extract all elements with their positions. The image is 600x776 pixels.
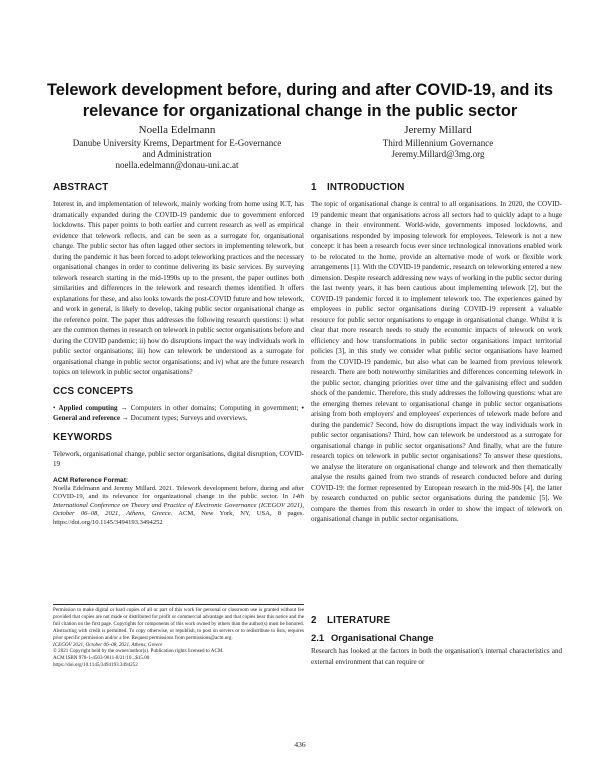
ccs-item2-rest: → Document types; Surveys and overviews.	[120, 414, 248, 422]
ccs-text	[53, 403, 304, 424]
permission-copyright: © 2021 Copyright held by the owner/author(s). Publication rights licensed to ACM.	[53, 648, 224, 655]
permission-text: Permission to make digital or hard copies of all or part of this work for personal or classroom use is granted without fee provided that copies are not made or distributed for profit or commercial advantage and that copies bear this notice and the full citation on the first page. Copyrights for components of this work owned by others than the author(s) must be honored. Abstracting with credit is permitted. To copy otherwise, or republish, to post on servers or to redistribute to lists, requires prior specific permission and/or a fee. Request permissions from permissions@acm.org.	[53, 607, 304, 641]
introduction-heading	[311, 182, 562, 194]
section-title: LITERATURE	[327, 615, 391, 626]
subsection-number: 2.1	[311, 632, 325, 643]
author-affiliation: Third Millennium Governance	[382, 138, 494, 148]
ccs-item1-bold: Applied computing	[58, 403, 118, 412]
literature-body	[311, 646, 562, 667]
ccs-heading: CCS CONCEPTS	[53, 385, 134, 397]
acm-reference-end: ACM, New York, NY, USA, 8 pages. https://doi.org/10.1145/3494193.3494252	[53, 510, 304, 526]
subsection-title: Organisational Change	[331, 632, 434, 643]
author-name: Noella Edelmann	[138, 124, 216, 136]
author-email[interactable]: noella.edelmann@donau-uni.ac.at	[115, 160, 239, 171]
acm-reference-heading: ACM Reference Format:	[53, 476, 129, 484]
section-number: 1	[311, 182, 317, 193]
introduction-section	[311, 182, 562, 525]
subsection-heading	[311, 632, 562, 644]
paper-title: Telework development before, during and after COVID-19, and its relevance for organizational change in the public sector	[46, 81, 554, 120]
author-affiliation: Danube University Krems, Department for E-Governance	[72, 138, 282, 148]
ccs-bullet: •	[53, 403, 56, 412]
left-column	[53, 182, 304, 527]
abstract-text: Interest in, and implementation of telework, mainly working from home using ICT, has dramatically expanded during the COVID-19 pandemic due to government enforced lockdowns. This paper points to both earlier and current research as well as empirical evidence that telework reflects, and can be seen as a surrogate for, organisational change. The public sector has often lagged other sectors in implementing telework, but during the pandemic it has been forced to adopt teleworking practices and the necessary organisational changes in order to continue delivering its basic services. By surveying telework research starting in the mid-1990s up to the present, the paper outlines both similarities and differences in the telework and research themes identified. It offers explanations for these, and also looks towards the post-COVID future and how telework, and work in general, is likely to develop, taking public sector organisational change as the reference point. The paper thus addresses the following research questions: i) what are the common themes in research on telework in public sector organisations before and during the COVID pandemic; ii) how do disruptions impact the way individuals work in public sector organisations; iii) how can telework be understood as a surrogate for organisational change in public sector organisations; and iv) what are the future research topics on telework in public sector organisations?	[53, 200, 304, 376]
keywords-text: Telework, organisational change, public sector organisations, digital disruption, COVID-19	[53, 449, 304, 468]
author-block-2	[318, 124, 558, 160]
page-number: 436	[294, 740, 306, 749]
author-affiliation-cont: and Administration	[142, 149, 212, 160]
permission-isbn: ACM ISBN 978-1-4503-9011-8/21/10...$15.00	[53, 655, 150, 662]
author-email[interactable]: Jeremy.Millard@3mg.org	[391, 149, 485, 160]
ccs-item2-bold: • General and reference	[53, 403, 304, 422]
permission-divider	[53, 604, 304, 605]
section-number: 2	[311, 615, 317, 626]
acm-reference-text	[53, 485, 304, 528]
permission-venue: ICEGOV 2021, October 06–08, 2021, Athens, Greece	[53, 641, 163, 648]
acm-reference-start: Noella Edelmann and Jeremy Millard. 2021. Telework development before, during and after COVID-19, and its relevance for organizational change in the public sector. In	[53, 484, 304, 501]
introduction-text: The topic of organisational change is central to all organisations. In 2020, the COVID-19 pandemic meant that organisations across all sectors had to quickly adapt to a huge change in their environment. World-wide, governments imposed lockdowns, and organisations responded by imposing telework for employees. Telework is not a new concept: it has been a research focus ever since technological innovations enabled work to be relocated to the home, provide an alternative mode of work or flexible work arrangements [1]. With the COVID-19 pandemic, research on teleworking entered a new dimension. Despite research addressing new ways of working in the public sector during the last twenty years, it has been cautious about implementing telework [2], but the COVID-19 pandemic forced it to implement telework too. The experiences gained by employees in public sector organisations during COVID-19 represent a valuable resource for public sector organisations to engage in organisational change. Whilst it is clear that more research needs to study the economic impacts of telework on work efficiency and how transformations in public sector organisations impact territorial policies [3], in this study we consider what public sector organisations have learned from the COVID-19 pandemic, but also what can be learned from previous telework research. There are both noteworthy similarities and differences concerning telework in the public sector, changing priorities over time and the galvanising effect and sudden shock of the pandemic. Therefore, this study addresses the following questions: what are the emerging themes relevant to organisational change in public sector organisations arising from both employers' and employees' experiences of telework made before and during the pandemic? Second, how do disruptions impact the way individuals work in public sector organisations? Third, how can telework be understood as a surrogate for organisational change in public sector organisations? And finally, what are the future research topics on telework in public sector organisations? To answer these questions, we analyse the literature on organisational change and telework and then thematically analyse the results gained from two strands of research conducted before and during COVID-19: the former represented by European research in the mid-90s [4], the latter by research conducted on public sector organisations during the pandemic [5]. We compare the themes from this research in order to show the impact of telework on organisational change in public sector organisations.	[311, 200, 562, 523]
literature-text: Research has looked at the factors in both the organisation's internal characteristics and external environment that can require or	[311, 647, 562, 666]
abstract-heading: ABSTRACT	[53, 182, 109, 193]
author-name: Jeremy Millard	[404, 124, 472, 136]
author-block-1	[52, 124, 302, 172]
literature-section	[311, 615, 562, 632]
permission-doi[interactable]: https://doi.org/10.1145/3494193.3494252	[53, 662, 138, 669]
ccs-item1-rest: → Computers in other domains; Computing in government;	[117, 403, 302, 412]
keywords-heading: KEYWORDS	[53, 431, 113, 443]
permission-block	[53, 604, 304, 669]
literature-heading	[311, 615, 562, 627]
acm-reference-venue: 14th International Conference on Theory and Practice of Electronic Governance (ICEGOV 2021), October 06–08, 2021, Athens, Greece.	[53, 493, 304, 518]
section-title: INTRODUCTION	[327, 182, 405, 193]
